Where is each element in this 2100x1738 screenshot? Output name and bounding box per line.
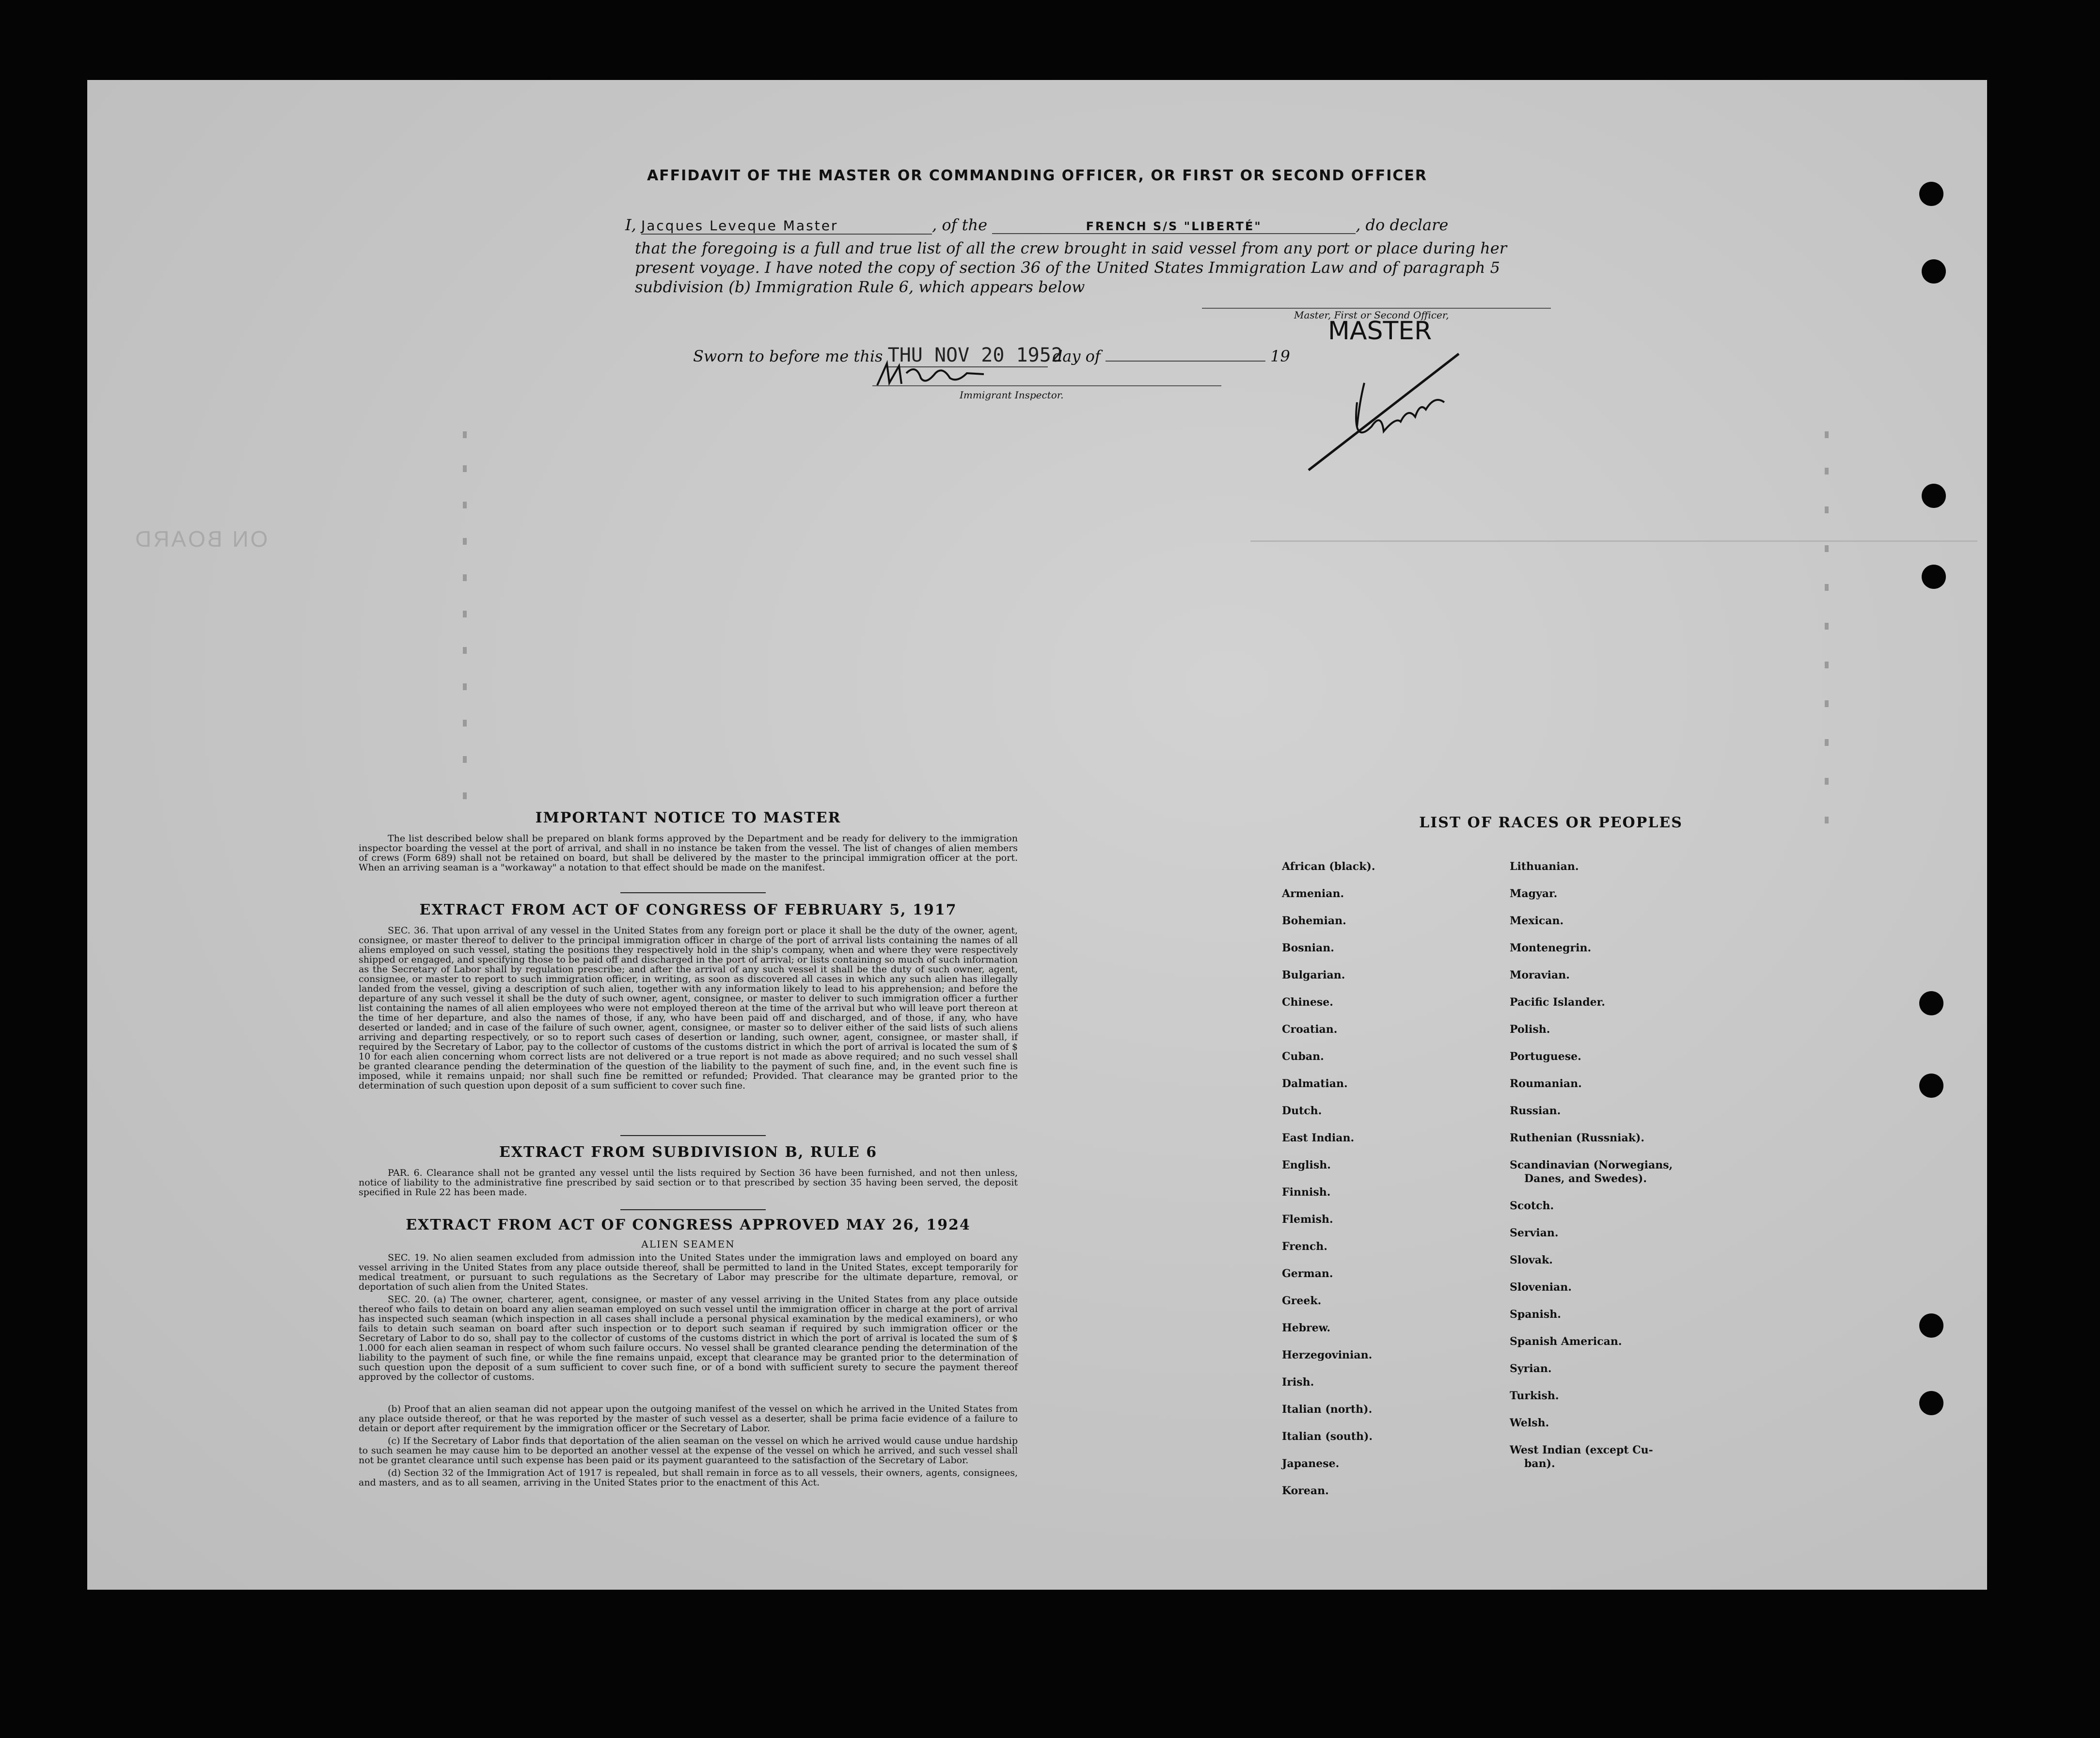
race-item: Italian (south). xyxy=(1282,1430,1373,1443)
officer-label: Master, First or Second Officer, xyxy=(1294,309,1449,321)
inspector-signature xyxy=(872,359,1018,393)
bleed-through-stamp: ON BOARD xyxy=(133,526,268,552)
race-item: Ruthenian (Russniak). xyxy=(1510,1132,1645,1144)
race-item: Italian (north). xyxy=(1282,1403,1373,1416)
extract-1924-sec20a: SEC. 20. (a) The owner, charterer, agent, consignee, or master of any vessel arriving in the United States from any place outside thereof who fails to detain on board any alien seaman employed on such vessel until the immigration officer in charge at the port of arrival has inspected such seaman (which inspection in all cases shall include a personal physical examination by the medical examiners), or who fails to detain such seaman on board after such inspection or to deport such seaman if required by such immigration officer or the Secretary of Labor to do so, shall pay to the collector of customs of the customs district in which the port of arrival is located the sum of $ 1.000 for each alien seaman in respect of whom such failure occurs. No vessel shall be granted clearance pending the determination of the liability to the payment of such fine, or while the fine remains unpaid, except that clearance may be granted prior to the determination of such question upon the deposit of a sum sufficient to cover such fine, or of a bond with sufficient surety to secure the payment thereof approved by the collector of customs. xyxy=(359,1294,1018,1382)
extract-1917-text: SEC. 36. That upon arrival of any vessel in the United States from any foreign port or place it shall be the duty of the owner, agent, consignee, or master thereof to deliver to the principal immigration officer in charge of the port of arrival lists containing the names of all aliens employed on such vessel, stating the positions they respectively hold in the ship's company, when and where they were respectively shipped or engaged, and specifying those to be paid off and discharged in the port of arrival; or lists containing so much of such information as the Secretary of Labor shall by regulation prescribe; and after the arrival of any such vessel it shall be the duty of such owner, agent, consignee, or master to report to such immigration officer, in writing, as soon as discovered all cases in which any such alien has illegally landed from the vessel, giving a description of such alien, together with any information likely to lead to his apprehension; and before the departure of any such vessel it shall be the duty of such owner, agent, consignee, or master to deliver to such immigration officer a further list containing the names of all alien employees who were not employed thereon at the time of the arrival but who will leave port thereon at the time of her departure, and also the names of those, if any, who have been paid off and discharged, and of those, if any, who have deserted or landed; and in case of the failure of such owner, agent, consignee, or master so to deliver either of the said lists of such aliens arriving and departing respectively, or so to report such cases of desertion or landing, such owner, agent, consignee, or master shall, if required by the Secretary of Labor, pay to the collector of customs of the customs district in which the port of arrival is located the sum of $ 10 for each alien concerning whom correct lists are not delivered or a true report is not made as above required; and no such vessel shall be granted clearance pending the determination of the question of the liability to the payment of such fine, and, in the event such fine is imposed, while it remains unpaid; nor shall such fine be remitted or refunded; Provided. That clearance may be granted prior to the determination of such question upon deposit of a sum sufficient to cover such fine. xyxy=(359,925,1018,1091)
race-item: Pacific Islander. xyxy=(1510,996,1605,1009)
notice-title: IMPORTANT NOTICE TO MASTER xyxy=(535,809,841,826)
race-item: Herzegovinian. xyxy=(1282,1349,1373,1361)
race-item: Bohemian. xyxy=(1282,915,1346,927)
race-item: Portuguese. xyxy=(1510,1050,1581,1063)
binder-hole xyxy=(1922,565,1946,589)
race-item: Greek. xyxy=(1282,1295,1322,1307)
race-item: Slovak. xyxy=(1510,1254,1553,1266)
race-item: Scotch. xyxy=(1510,1200,1554,1212)
extract-1924-title: EXTRACT FROM ACT OF CONGRESS APPROVED MAY 26, 1924 xyxy=(406,1217,971,1233)
race-item: Roumanian. xyxy=(1510,1077,1582,1090)
race-item: Bosnian. xyxy=(1282,942,1334,954)
race-item: English. xyxy=(1282,1159,1331,1171)
race-item: Servian. xyxy=(1510,1227,1559,1239)
race-item: Danes, and Swedes). xyxy=(1524,1172,1647,1185)
race-item: Spanish American. xyxy=(1510,1335,1622,1348)
race-item: Welsh. xyxy=(1510,1417,1549,1429)
race-item: Armenian. xyxy=(1282,887,1344,900)
affidavit-title: AFFIDAVIT OF THE MASTER OR COMMANDING OFFICER, OR FIRST OR SECOND OFFICER xyxy=(647,167,1428,184)
affidavit-text-line-3: present voyage. I have noted the copy of section 36 of the United States Immigration Law and of paragraph 5 xyxy=(635,258,1500,277)
race-item: Spanish. xyxy=(1510,1308,1561,1321)
inspector-label: Immigrant Inspector. xyxy=(960,389,1064,401)
binder-hole xyxy=(1922,484,1946,508)
race-item: Russian. xyxy=(1510,1105,1561,1117)
affidavit-text-line-4: subdivision (b) Immigration Rule 6, which appears below xyxy=(635,278,1085,296)
race-item: Chinese. xyxy=(1282,996,1333,1009)
affidavit-declaration-line: I, Jacques Leveque Master , of the FRENCH S/S "LIBERTÉ" , do declare xyxy=(625,216,1449,234)
races-column-2 xyxy=(1510,860,1673,1485)
race-item: Syrian. xyxy=(1510,1362,1552,1375)
race-item: Flemish. xyxy=(1282,1213,1333,1226)
race-item: West Indian (except Cu- xyxy=(1510,1444,1653,1456)
master-name-handwritten: Jacques Leveque Master xyxy=(641,218,932,235)
document-sheet xyxy=(87,80,1987,1590)
race-item: Irish. xyxy=(1282,1376,1314,1389)
race-item: Korean. xyxy=(1282,1485,1329,1497)
notice-text: The list described below shall be prepared on blank forms approved by the Department and be ready for delivery to the immigration inspector boarding the vessel at the port of arrival, and shall in no instance be taken from the vessel. The list of changes of alien members of crews (Form 689) shall not be retained on board, but shall be delivered by the master to the principal immigration officer at the port. When an arriving seaman is a "workaway" a notation to that effect should be made on the manifest. xyxy=(359,833,1018,873)
race-item: Moravian. xyxy=(1510,969,1570,981)
extract-rule6-text: PAR. 6. Clearance shall not be granted any vessel until the lists required by Section 36 have been furnished, and not then unless, notice of liability to the administrative fine prescribed by said section or to that prescribed by section 35 having been served, the deposit specified in Rule 22 has been made. xyxy=(359,1168,1018,1198)
binder-hole xyxy=(1919,182,1943,206)
extract-1924-sec19: SEC. 19. No alien seamen excluded from admission into the United States under the immigration laws and employed on board any vessel arriving in the United States from any place outside thereof, shall be permitted to land in the United States, except temporarily for medical treatment, or pursuant to such regulations as the Secretary of Labor may prescribe for the ultimate departure, removal, or deportation of such alien from the United States. xyxy=(359,1252,1018,1292)
binder-hole xyxy=(1919,1391,1943,1415)
extract-rule6-title: EXTRACT FROM SUBDIVISION B, RULE 6 xyxy=(499,1144,878,1161)
race-item: Dalmatian. xyxy=(1282,1077,1348,1090)
race-item: Slovenian. xyxy=(1510,1281,1572,1294)
race-item: East Indian. xyxy=(1282,1132,1355,1144)
race-item: French. xyxy=(1282,1240,1327,1253)
race-item: Scandinavian (Norwegians, xyxy=(1510,1159,1673,1171)
extract-1924-sec20b: (b) Proof that an alien seaman did not appear upon the outgoing manifest of the vessel on which he arrived in the United States from any place outside thereof, or that he was reported by the master of such vessel as a deserter, shall be prima facie evidence of a failure to detain or deport after requirement by the immigration officer or the Secretary of Labor. xyxy=(359,1404,1018,1434)
races-column-1 xyxy=(1282,860,1375,1512)
master-stamp: MASTER xyxy=(1328,316,1432,346)
extract-1924-sec20c: (c) If the Secretary of Labor finds that deportation of the alien seaman on the vessel on which he arrived would cause undue hardship to such seamen he may cause him to be deported an another vessel at the expense of the vessel on which he arrived, and such vessel shall not be grantet clearance until such expense has been paid or its payment guaranteed to the satisfaction of the Secretary of Labor. xyxy=(359,1436,1018,1466)
binder-hole xyxy=(1919,1074,1943,1098)
races-title: LIST OF RACES OR PEOPLES xyxy=(1419,814,1683,831)
binder-hole xyxy=(1919,1313,1943,1338)
sworn-line: Sworn to before me this THU NOV 20 1952 day of 19 xyxy=(693,344,1290,366)
race-item: Lithuanian. xyxy=(1510,860,1579,873)
race-item: Croatian. xyxy=(1282,1023,1338,1036)
race-item: Dutch. xyxy=(1282,1105,1322,1117)
race-item: Magyar. xyxy=(1510,887,1558,900)
date-stamp: THU NOV 20 1952 xyxy=(887,344,1063,366)
extract-1917-title: EXTRACT FROM ACT OF CONGRESS OF FEBRUARY 5, 1917 xyxy=(419,901,957,918)
binder-hole xyxy=(1919,991,1943,1015)
binder-hole xyxy=(1922,259,1946,284)
alien-seamen-subtitle: ALIEN SEAMEN xyxy=(641,1238,735,1250)
vessel-name: FRENCH S/S "LIBERTÉ" xyxy=(992,220,1356,234)
race-item: Finnish. xyxy=(1282,1186,1331,1199)
race-item: African (black). xyxy=(1282,860,1375,873)
race-item: ban). xyxy=(1524,1457,1555,1470)
race-item: Mexican. xyxy=(1510,915,1564,927)
master-signature xyxy=(1299,349,1468,485)
race-item: Montenegrin. xyxy=(1510,942,1592,954)
race-item: Bulgarian. xyxy=(1282,969,1345,981)
race-item: Hebrew. xyxy=(1282,1322,1331,1334)
race-item: Turkish. xyxy=(1510,1390,1559,1402)
extract-1924-sec20d: (d) Section 32 of the Immigration Act of 1917 is repealed, but shall remain in force as to all vessels, their owners, agents, consignees, and masters, and as to all seamen, arriving in the United States prior to the enactment of this Act. xyxy=(359,1468,1018,1488)
race-item: Cuban. xyxy=(1282,1050,1324,1063)
affidavit-text-line-2: that the foregoing is a full and true list of all the crew brought in said vessel from any port or place during her xyxy=(635,239,1507,257)
race-item: German. xyxy=(1282,1267,1333,1280)
race-item: Polish. xyxy=(1510,1023,1550,1036)
race-item: Japanese. xyxy=(1282,1457,1340,1470)
